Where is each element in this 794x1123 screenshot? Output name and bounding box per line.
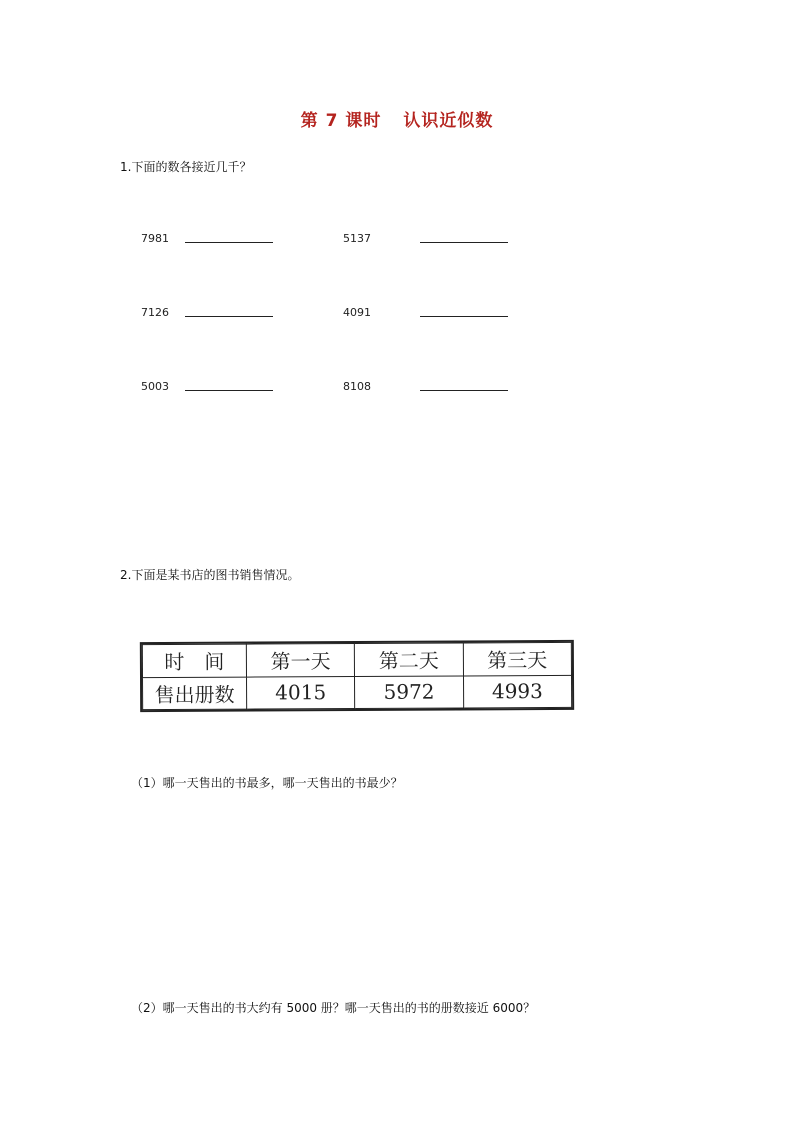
number-label: 4091 (343, 306, 371, 319)
answer-row (0, 306, 794, 326)
question-1-prompt: 1.下面的数各接近几千？ (120, 160, 252, 174)
question-2-prompt: 2.下面是某书店的图书销售情况。 (120, 568, 300, 582)
table-header-row (142, 642, 571, 677)
table-cell: 4993 (463, 675, 572, 708)
number-label: 7126 (141, 306, 169, 319)
answer-blank[interactable] (420, 242, 508, 243)
answer-row (0, 380, 794, 400)
number-label: 5003 (141, 380, 169, 393)
lesson-title (0, 106, 794, 131)
table-cell: 售出册数 (143, 677, 247, 710)
sales-table (140, 640, 574, 712)
answer-blank[interactable] (185, 242, 273, 243)
number-label: 7981 (141, 232, 169, 245)
answer-blank[interactable] (420, 316, 508, 317)
lesson-number: 第 7 课时 (300, 111, 382, 131)
answer-blank[interactable] (420, 390, 508, 391)
table-cell: 第一天 (246, 644, 355, 677)
table-row (143, 675, 572, 710)
answer-blank[interactable] (185, 390, 273, 391)
table-cell: 时 间 (142, 644, 246, 677)
number-label: 8108 (343, 380, 371, 393)
table-cell: 5972 (355, 675, 464, 708)
answer-row (0, 232, 794, 252)
sub-question-1: （1）哪一天售出的书最多，哪一天售出的书最少？ (131, 776, 403, 790)
sub-question-2: （2）哪一天售出的书大约有 5000 册？哪一天售出的书的册数接近 6000？ (131, 1001, 536, 1015)
number-label: 5137 (343, 232, 371, 245)
table-cell: 第三天 (463, 642, 572, 675)
answer-blank[interactable] (185, 316, 273, 317)
lesson-topic: 认识近似数 (403, 111, 494, 131)
table-cell: 第二天 (355, 643, 464, 676)
table-cell: 4015 (246, 676, 355, 709)
